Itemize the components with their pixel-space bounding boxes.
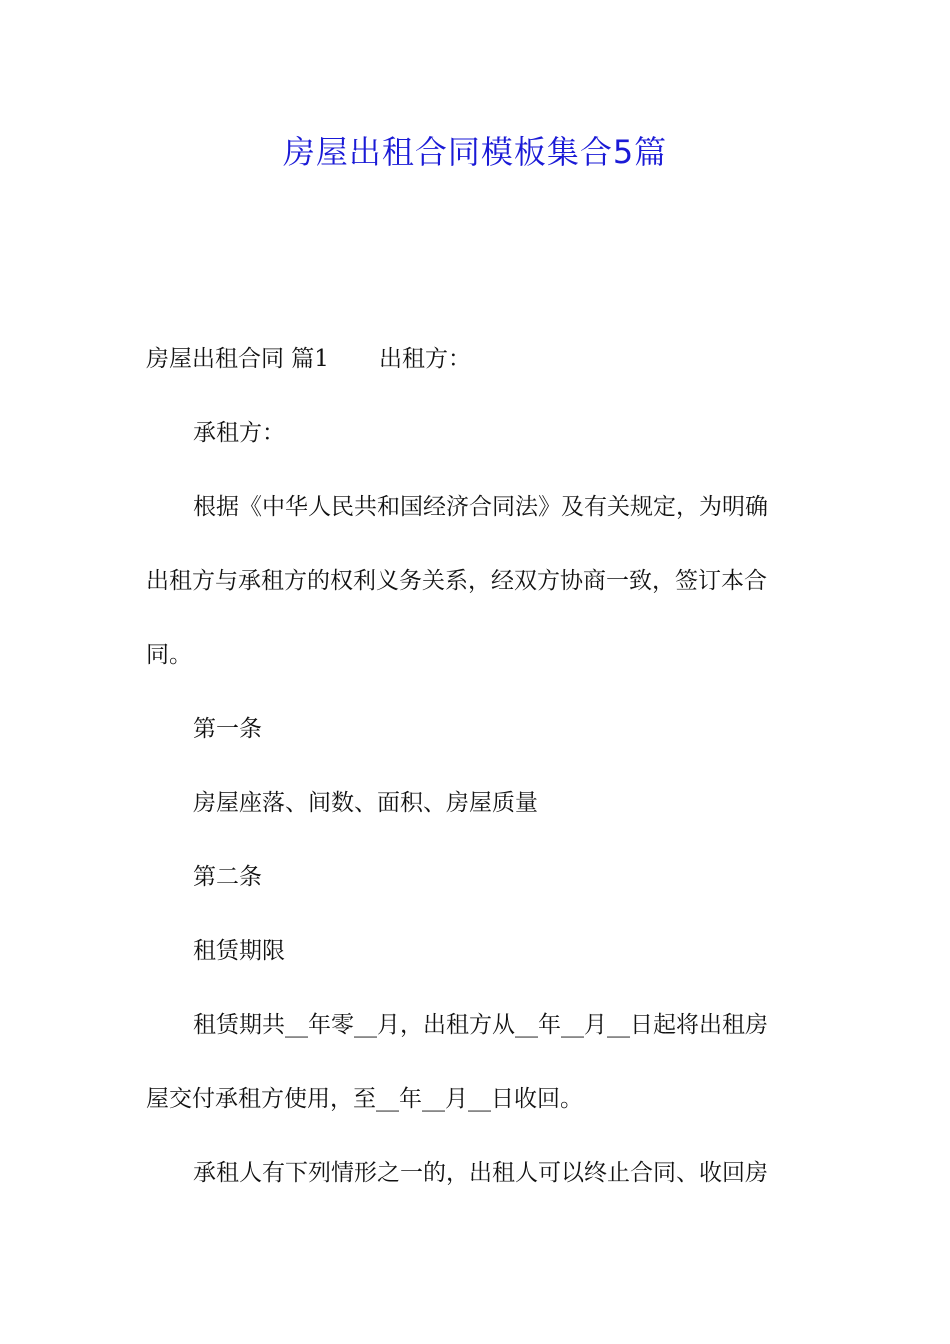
paragraph-line: 承租人有下列情形之一的，出租人可以终止合同、收回房 bbox=[193, 1160, 768, 1186]
article-heading: 第二条 bbox=[193, 864, 262, 890]
article-subject: 租赁期限 bbox=[193, 938, 285, 964]
article-heading: 第一条 bbox=[193, 716, 262, 742]
section-heading-line bbox=[146, 322, 806, 396]
paragraph-line: 出租方与承租方的权利义务关系，经双方协商一致，签订本合 bbox=[146, 568, 767, 594]
article-subject: 房屋座落、间数、面积、房屋质量 bbox=[193, 790, 538, 816]
paragraph-line: 屋交付承租方使用，至__年__月__日收回。 bbox=[146, 1086, 583, 1112]
paragraph-line: 同。 bbox=[146, 642, 192, 668]
lessor-label: 出租方： bbox=[378, 346, 471, 372]
paragraph-line: 根据《中华人民共和国经济合同法》及有关规定，为明确 bbox=[193, 494, 768, 520]
lessee-label: 承租方： bbox=[193, 420, 285, 446]
document-body bbox=[146, 322, 806, 1210]
section-heading: 房屋出租合同 篇1 bbox=[146, 346, 329, 372]
document-title: 房屋出租合同模板集合5篇 bbox=[282, 133, 668, 171]
paragraph-line: 租赁期共__年零__月，出租方从__年__月__日起将出租房 bbox=[193, 1012, 768, 1038]
